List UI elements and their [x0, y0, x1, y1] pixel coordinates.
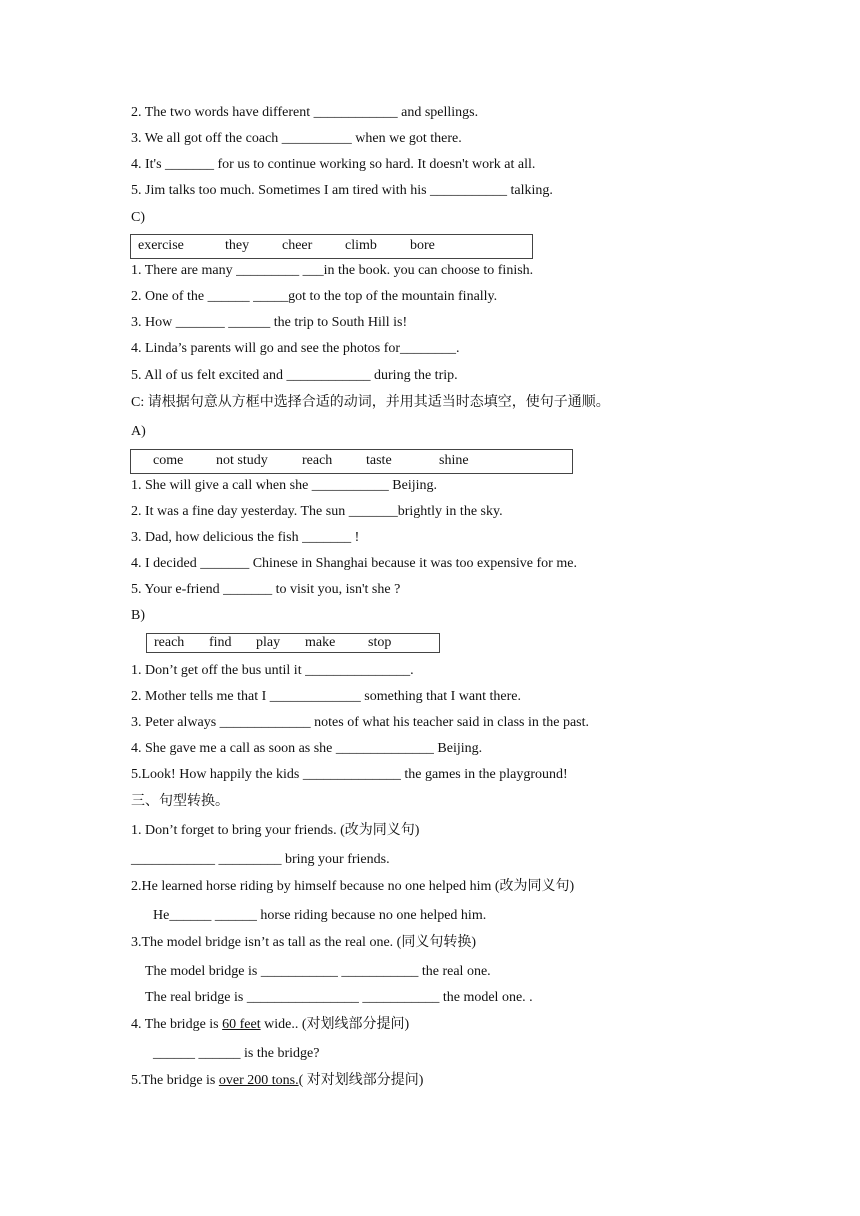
exercise-line: 2. One of the ______ _____got to the top of the mountain finally. — [131, 289, 498, 304]
exercise-line: 5. Your e-friend _______ to visit you, isn't she ? — [131, 582, 401, 597]
word-box — [130, 234, 533, 259]
exercise-line: 5.Look! How happily the kids ______________ the games in the playground! — [131, 767, 568, 782]
exercise-line: 1. There are many _________ ___in the book. you can choose to finish. — [131, 263, 534, 278]
word-box-item: stop — [368, 635, 392, 650]
word-box-item: shine — [439, 453, 469, 468]
word-box-item: reach — [302, 453, 333, 468]
word-box-item: reach — [154, 635, 185, 650]
exercise-line: 3. We all got off the coach __________ when we got there. — [131, 131, 462, 146]
underlined-phrase: over 200 tons. — [218, 1073, 299, 1088]
exercise-line: 1. She will give a call when she ___________ Beijing. — [131, 478, 438, 493]
exercise-line: 3.The model bridge isn’t as tall as the real one. (同义句转换) — [131, 935, 476, 950]
exercise-line: 2. Mother tells me that I _____________ something that I want there. — [131, 689, 521, 704]
exercise-line: 4. I decided _______ Chinese in Shanghai because it was too expensive for me. — [131, 556, 577, 571]
question-text: 4. The bridge is — [131, 1017, 223, 1032]
exercise-line: 4. Linda’s parents will go and see the photos for________. — [131, 341, 460, 356]
word-box-item: bore — [410, 238, 435, 253]
question-text: 5.The bridge is — [131, 1073, 219, 1088]
exercise-line: 5. All of us felt excited and ____________ during the trip. — [131, 368, 458, 383]
exercise-line: 5. Jim talks too much. Sometimes I am tired with his ___________ talking. — [131, 183, 553, 198]
word-box-item: find — [209, 635, 232, 650]
answer-line: ____________ _________ bring your friends. — [131, 852, 390, 867]
word-box — [130, 449, 573, 474]
answer-line: The model bridge is ___________ ___________ the real one. — [145, 964, 491, 979]
question-text: wide.. (对划线部分提问) — [260, 1017, 410, 1032]
exercise-line: 2. The two words have different ____________ and spellings. — [131, 105, 479, 120]
section-label: B) — [131, 608, 145, 623]
section-label: C) — [131, 210, 145, 225]
exercise-line: 4. It's _______ for us to continue working so hard. It doesn't work at all. — [131, 157, 536, 172]
answer-line: ______ ______ is the bridge? — [153, 1046, 320, 1061]
exercise-line — [131, 1016, 409, 1034]
exercise-line: 1. Don’t get off the bus until it _______________. — [131, 663, 414, 678]
exercise-line: 3. How _______ ______ the trip to South Hill is! — [131, 315, 408, 330]
word-box — [146, 633, 440, 653]
answer-line: The real bridge is ________________ ___________ the model one. . — [145, 990, 533, 1005]
word-box-item: climb — [345, 238, 377, 253]
section-heading: C: 请根据句意从方框中选择合适的动词，并用其适当时态填空，使句子通顺。 — [131, 395, 610, 410]
exercise-line: 4. She gave me a call as soon as she ______________ Beijing. — [131, 741, 483, 756]
section-heading: 三、句型转换。 — [131, 794, 229, 809]
word-box-item: they — [225, 238, 250, 253]
word-box-item: come — [153, 453, 184, 468]
word-box-item: make — [305, 635, 336, 650]
word-box-item: cheer — [282, 238, 313, 253]
exercise-line: 3. Peter always _____________ notes of what his teacher said in class in the past. — [131, 715, 590, 730]
exercise-line: 1. Don’t forget to bring your friends. (改为同义句) — [131, 823, 420, 838]
exercise-line — [131, 1072, 423, 1090]
word-box-item: exercise — [138, 238, 184, 253]
underlined-phrase: 60 feet — [222, 1017, 261, 1032]
exercise-line: 3. Dad, how delicious the fish _______ ! — [131, 530, 360, 545]
word-box-item: play — [256, 635, 281, 650]
exercise-line: 2.He learned horse riding by himself because no one helped him (改为同义句) — [131, 879, 575, 894]
exercise-line: 2. It was a fine day yesterday. The sun _______brightly in the sky. — [131, 504, 503, 519]
word-box-item: not study — [216, 453, 268, 468]
word-box-item: taste — [366, 453, 392, 468]
section-label: A) — [131, 424, 146, 439]
answer-line: He______ ______ horse riding because no one helped him. — [153, 908, 487, 923]
question-text: ( 对对划线部分提问) — [298, 1073, 424, 1088]
